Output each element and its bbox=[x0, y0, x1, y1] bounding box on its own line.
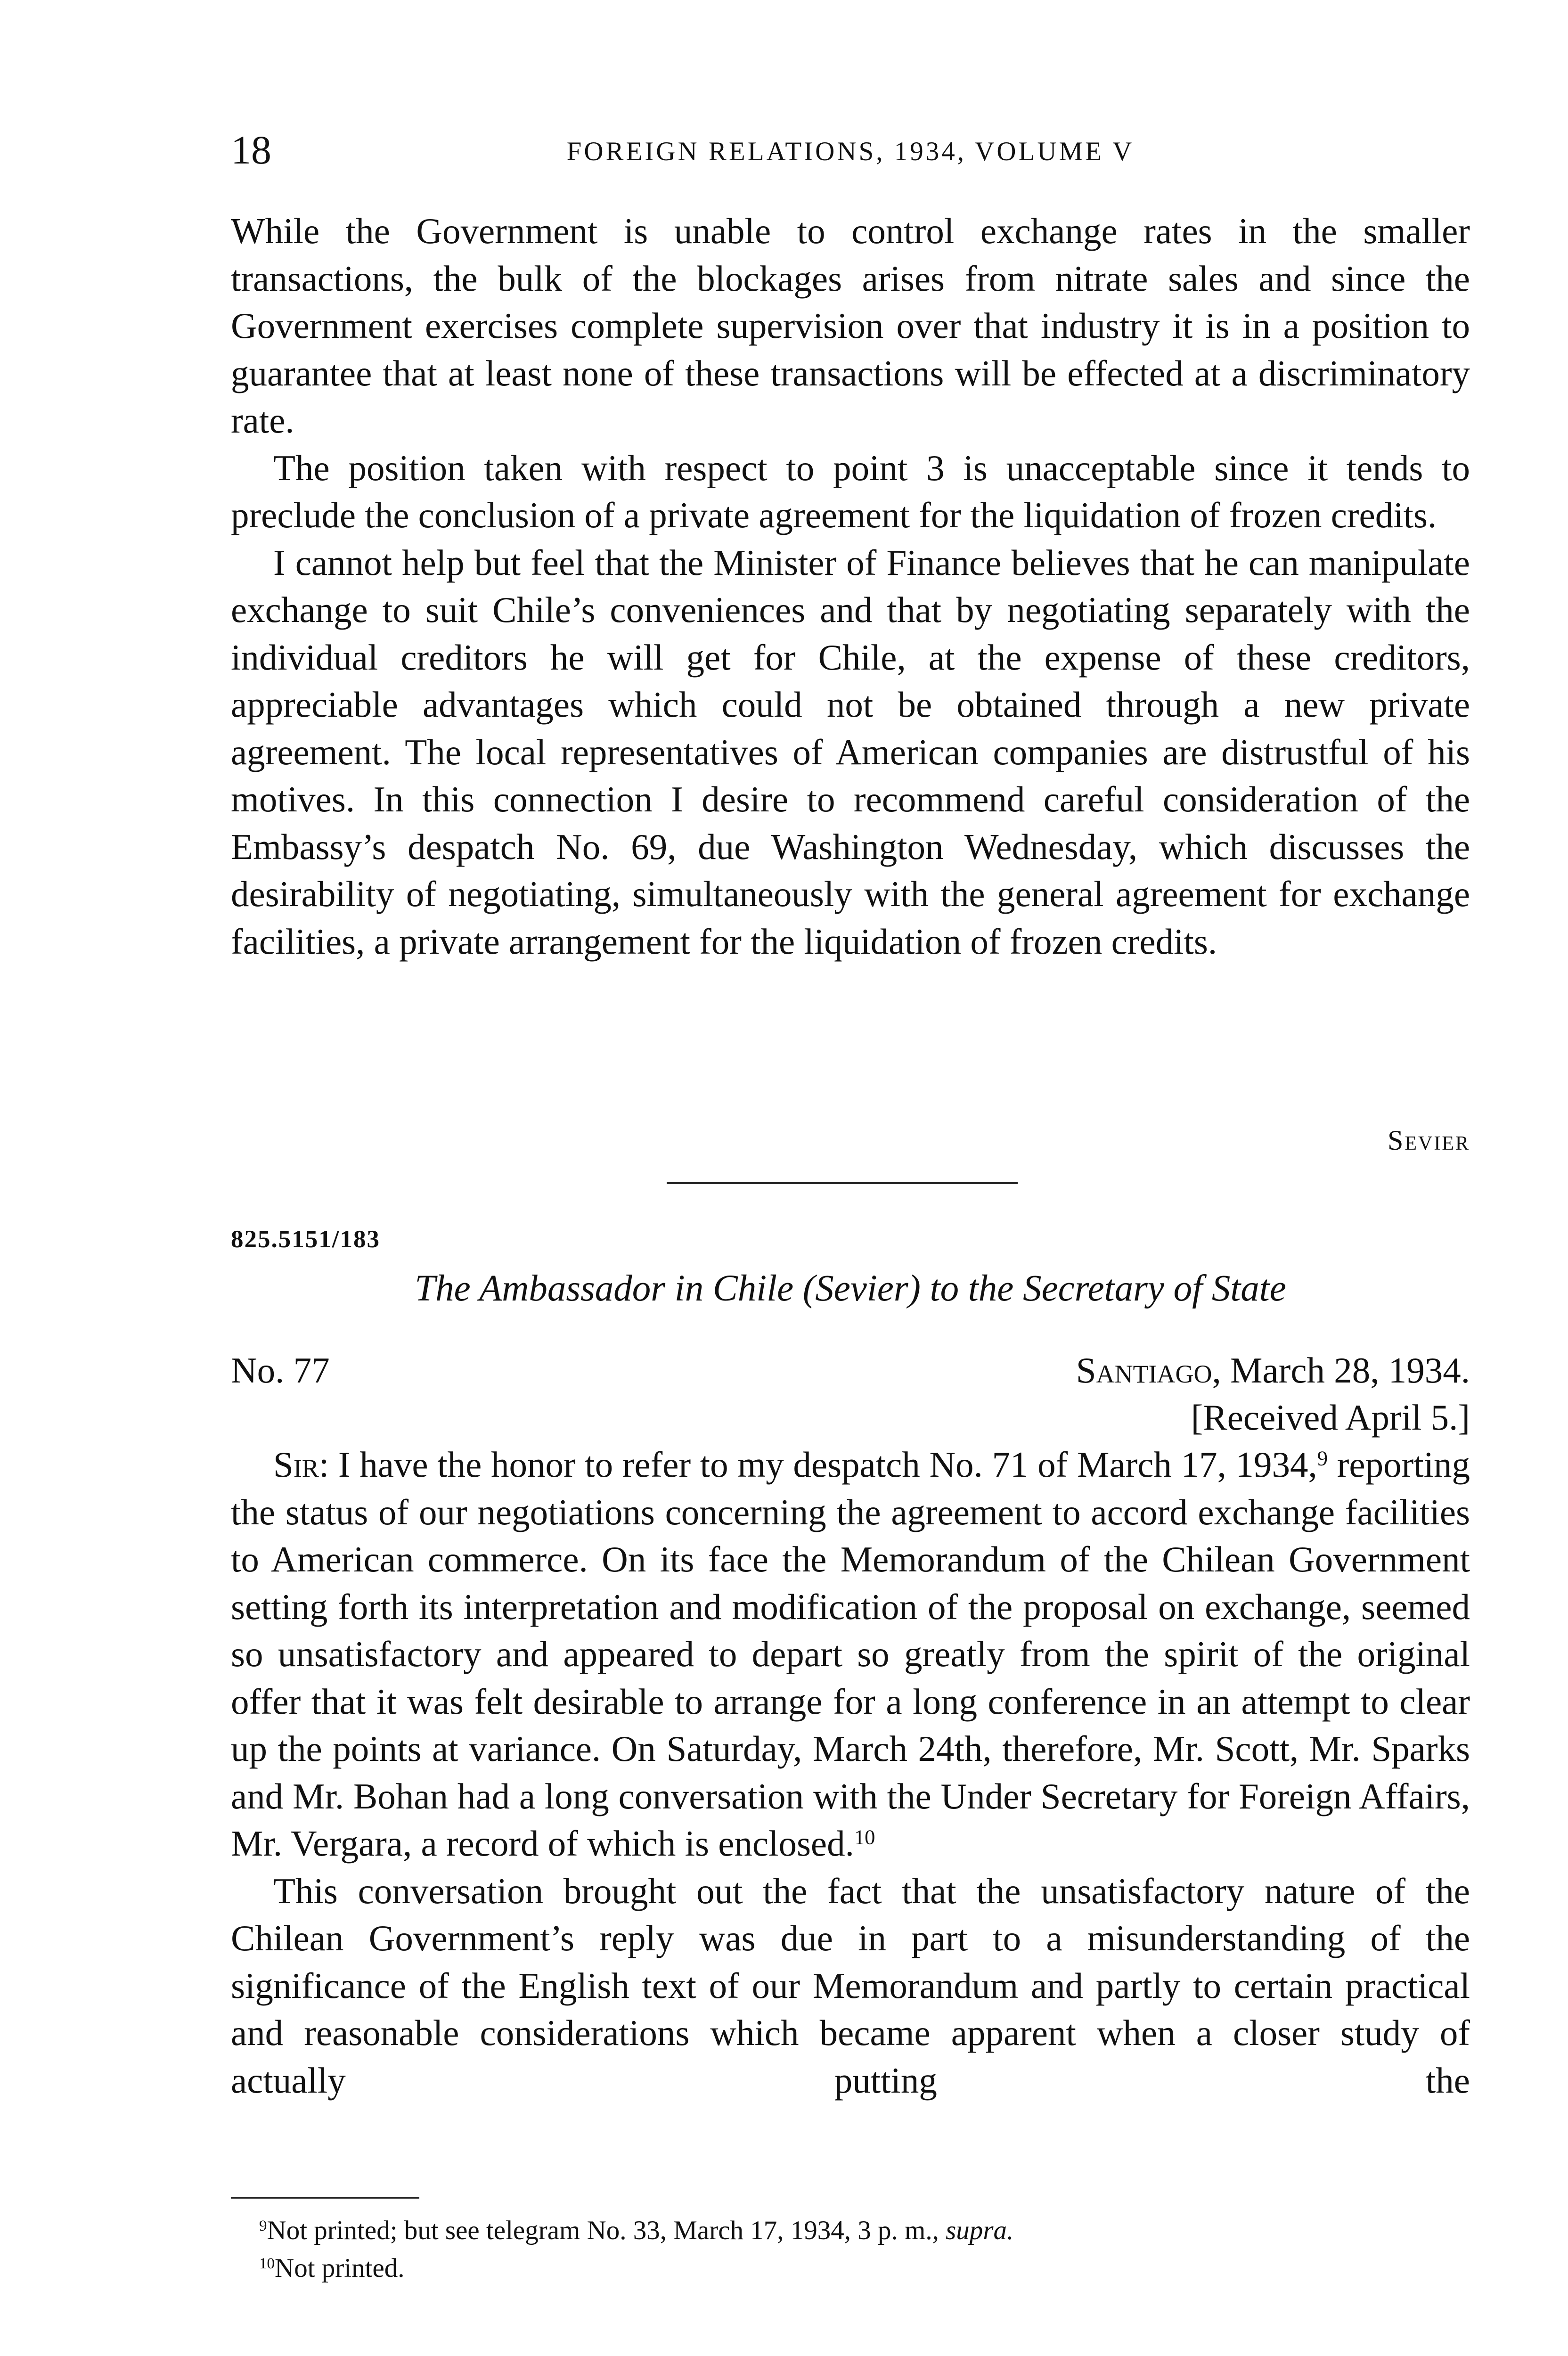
footnote-10 bbox=[231, 2250, 1470, 2287]
date: March 28, 1934. bbox=[1221, 1350, 1470, 1391]
footnote-text: Not printed; but see telegram No. 33, March 17, 1934, 3 p. m., bbox=[267, 2216, 946, 2245]
salutation: Sir: bbox=[273, 1444, 329, 1485]
page-number: 18 bbox=[231, 127, 271, 172]
despatch-paragraph-2: This conversation brought out the fact that the unsatisfactory nature of the Chilean Government’s reply was due in part to a misunderstanding of the significance of the English text of our Memorandum and partly to certain practical and reasonable considerations which became apparent when a closer study of actually putting the bbox=[231, 1870, 1470, 2101]
document-title: The Ambassador in Chile (Sevier) to the Secretary of State bbox=[415, 1268, 1286, 1309]
telegram-paragraph-2: The position taken with respect to point 3 is unacceptable since it tends to preclude the conclusion of a private agreement for the liquidation of frozen credits. bbox=[231, 447, 1470, 535]
para1-part-a: I have the honor to refer to my despatch No. 71 of March 17, 1934, bbox=[329, 1444, 1317, 1485]
para1-part-b: reporting the status of our negotiations concerning the agreement to accord exchange facilities to American commerce. On its face the Memorandum of the Chilean Government setting forth its interpretation and modification of the proposal on exchange, seemed so unsatisfactory and appeared to depart so greatly from the spirit of the original offer that it was felt desirable to arrange for a long conference in an attempt to clear up the points at variance. On Saturday, March 24th, therefore, Mr. Scott, Mr. Sparks and Mr. Bohan had a long conversation with the Under Secretary for Foreign Affairs, Mr. Vergara, a record of which is enclosed. bbox=[231, 1444, 1470, 1864]
despatch-number: No. 77 bbox=[231, 1350, 330, 1391]
file-number: 825.5151/183 bbox=[231, 1226, 380, 1253]
section-divider bbox=[667, 1182, 1018, 1184]
signature: Sevier bbox=[1387, 1125, 1470, 1156]
despatch-paragraph-1 bbox=[231, 1441, 1470, 1867]
page-header bbox=[231, 126, 1470, 178]
place: Santiago, bbox=[1076, 1350, 1221, 1391]
telegram-paragraph-1: While the Government is unable to control exchange rates in the smaller transactions, the bulk of the blockages arises from nitrate sales and since the Government exercises complete supervision over that industry it is in a position to guarantee that at least none of these transactions will be effected at a discriminatory rate. bbox=[231, 211, 1470, 441]
footnote-marker: 10 bbox=[259, 2255, 275, 2272]
footnote-text: Not printed. bbox=[275, 2253, 405, 2283]
footnote-italic: supra. bbox=[946, 2216, 1014, 2245]
telegram-paragraph-3: I cannot help but feel that the Minister of Finance believes that he can manipulate exchange to suit Chile’s conveniences and that by negotiating separately with the individual creditors he will get for Chile, at the expense of these creditors, appreciable advantages which could not be obtained through a new private agreement. The local representatives of American companies are distrustful of his motives. In this connection I desire to recommend careful consideration of the Embassy’s despatch No. 69, due Washington Wednesday, which discusses the desirability of negotiating, simultaneously with the general agreement for exchange facilities, a private arrangement for the liquidation of frozen credits. bbox=[231, 542, 1470, 962]
telegram-body bbox=[231, 207, 1470, 965]
received-date: [Received April 5.] bbox=[1191, 1397, 1470, 1438]
despatch-body bbox=[231, 1441, 1470, 2104]
running-head: FOREIGN RELATIONS, 1934, VOLUME V bbox=[566, 137, 1135, 166]
footnote-marker: 9 bbox=[259, 2217, 267, 2234]
place-date-line bbox=[1076, 1347, 1470, 1394]
footnote-ref-9[interactable]: 9 bbox=[1317, 1446, 1328, 1470]
footnote-divider bbox=[231, 2197, 419, 2199]
footnote-ref-10[interactable]: 10 bbox=[854, 1825, 875, 1849]
footnote-9 bbox=[231, 2212, 1470, 2250]
document-page bbox=[231, 0, 1470, 2356]
footnotes bbox=[231, 2212, 1470, 2287]
